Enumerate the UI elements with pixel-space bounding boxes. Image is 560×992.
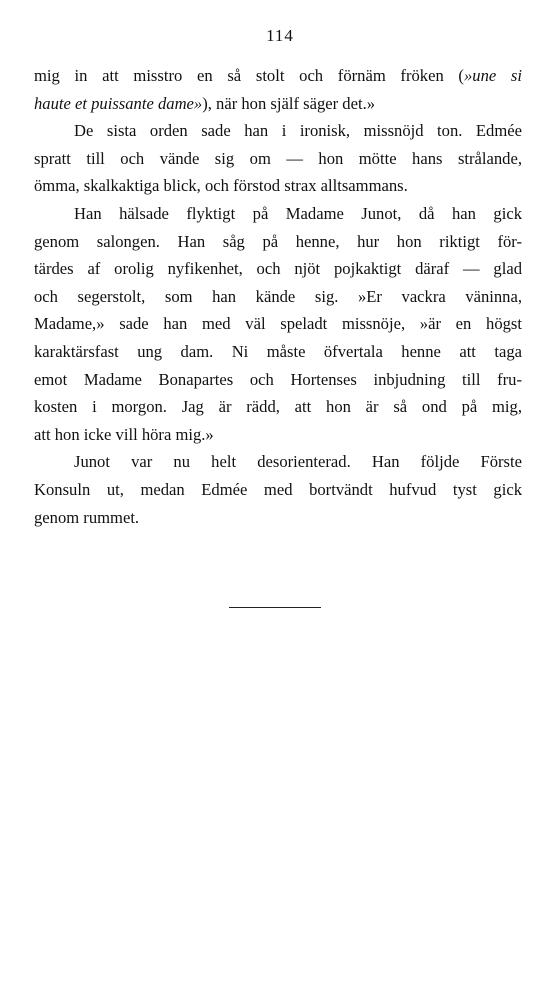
text-line-italic: haute et puissante dame»	[34, 93, 203, 113]
text-line	[34, 448, 522, 476]
text-line	[34, 366, 522, 394]
text-line	[34, 255, 522, 283]
text-line-main: genom salongen. Han såg på henne, hur hon riktigt för-	[34, 231, 522, 251]
text-line-main: ömma, skalkaktiga blick, och förstod strax alltsammans.	[34, 176, 408, 196]
text-line-main: De sista orden sade han i ironisk, missnöjd ton. Edmée	[74, 121, 522, 141]
text-line-main: Han hälsade flyktigt på Madame Junot, då han gick	[74, 203, 522, 223]
text-line	[34, 393, 522, 421]
text-line-main: att hon icke vill höra mig.»	[34, 424, 214, 444]
text-line-main: tärdes af orolig nyfikenhet, och njöt pojkaktigt däraf — glad	[34, 259, 522, 279]
text-line-main: Madame,» sade han med väl speladt missnöje, »är en högst	[34, 314, 522, 334]
text-line-main: genom rummet.	[34, 507, 140, 527]
body-text	[34, 62, 522, 531]
text-line	[34, 228, 522, 256]
text-line-main: mig in att misstro en så stolt och förnäm fröken (	[34, 66, 464, 85]
text-line-main: spratt till och vände sig om — hon mötte hans strålande,	[34, 148, 522, 168]
text-line-main: Junot var nu helt desorienterad. Han följde Förste	[74, 452, 522, 472]
text-line	[34, 421, 522, 449]
text-line	[34, 338, 522, 366]
end-rule-divider	[229, 607, 321, 608]
text-line	[34, 310, 522, 338]
page-number: 114	[266, 26, 294, 45]
text-line-main: och segerstolt, som han kände sig. »Er vackra väninna,	[34, 286, 522, 306]
text-line	[34, 62, 522, 90]
text-line	[34, 90, 522, 118]
text-line-main: Konsuln ut, medan Edmée med bortvändt hufvud tyst gick	[34, 479, 522, 499]
text-line	[34, 172, 522, 200]
text-line	[34, 145, 522, 173]
text-line-main: karaktärsfast ung dam. Ni måste öfvertala henne att taga	[34, 341, 522, 361]
text-line	[34, 200, 522, 228]
text-line	[34, 117, 522, 145]
text-line-main: kosten i morgon. Jag är rädd, att hon är så ond på mig,	[34, 397, 522, 417]
text-line-italic: »une si	[463, 66, 522, 85]
text-line	[34, 283, 522, 311]
text-line-main: emot Madame Bonapartes och Hortenses inbjudning till fru-	[34, 369, 522, 389]
text-line	[34, 504, 522, 532]
text-line-tail: ), när hon själf säger det.»	[202, 93, 376, 113]
text-line	[34, 476, 522, 504]
